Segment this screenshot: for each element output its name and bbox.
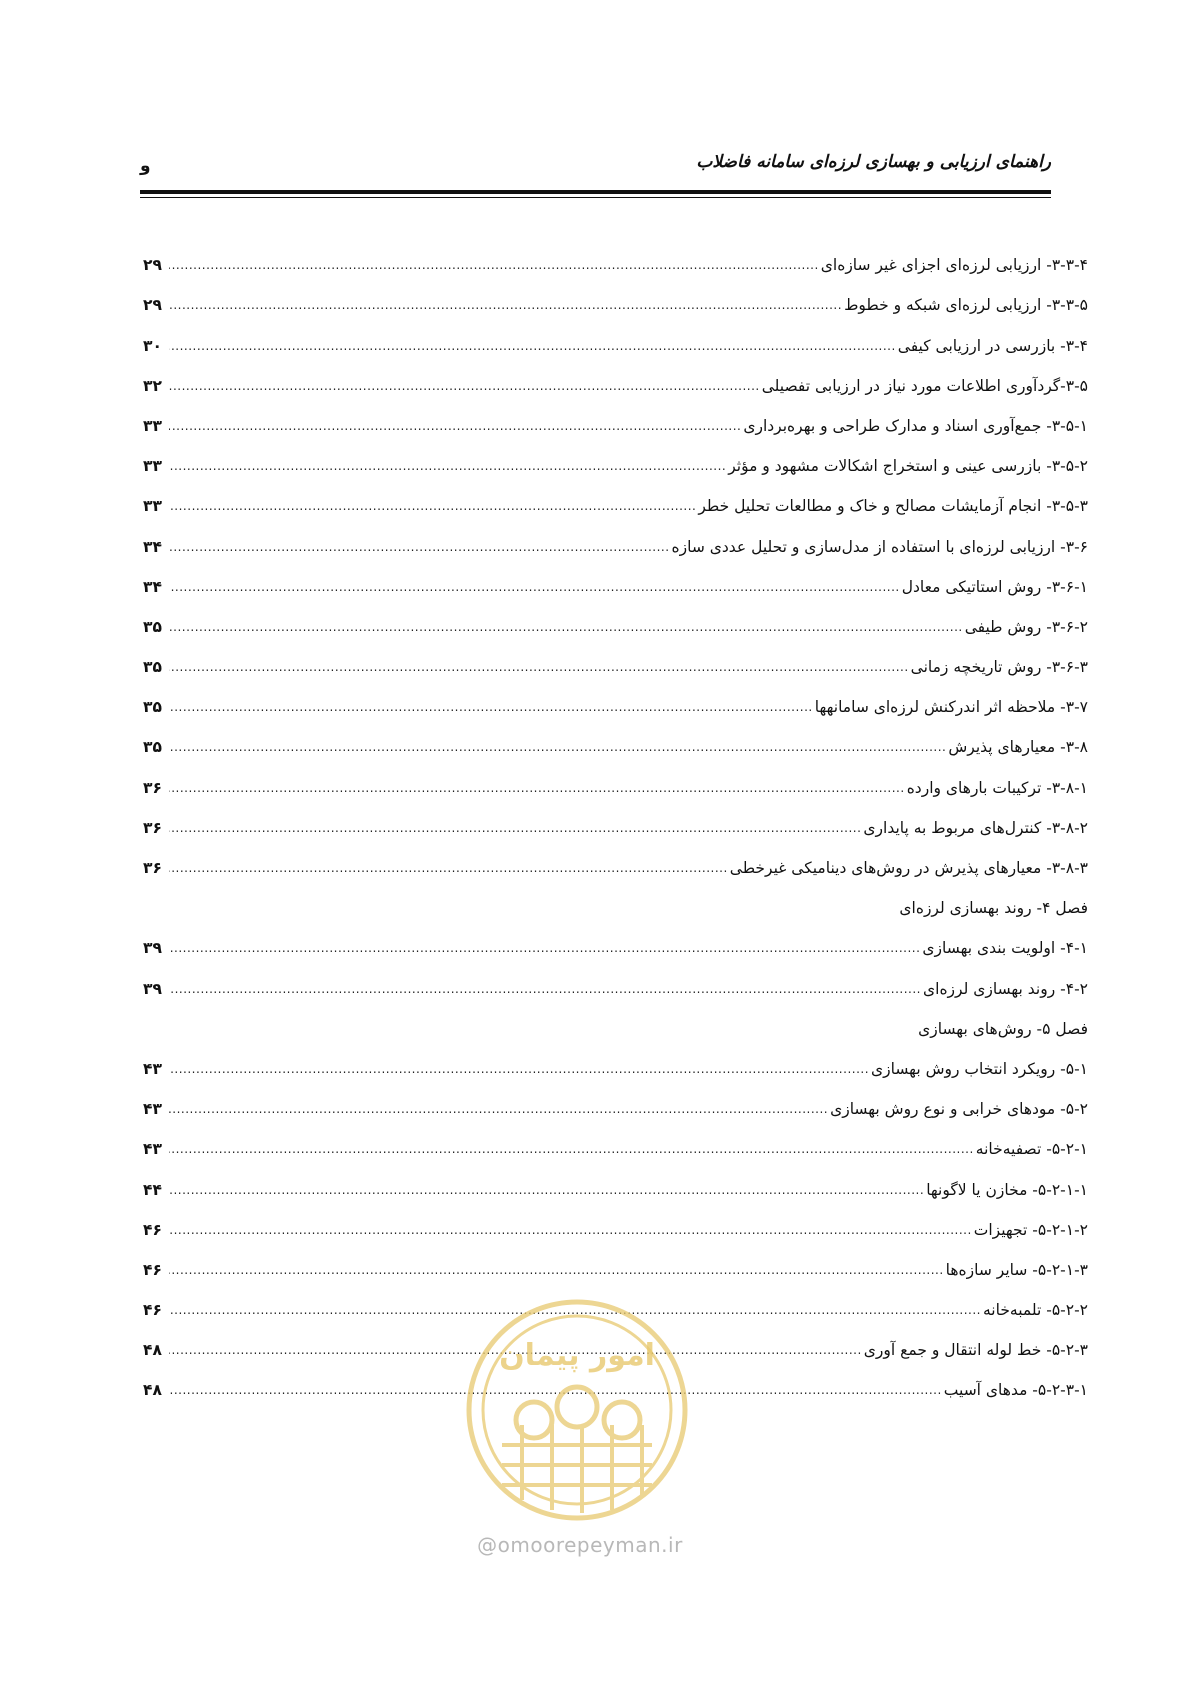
toc-dot-leader bbox=[169, 817, 861, 839]
toc-page-number: ۲۹ bbox=[143, 296, 162, 315]
toc-chapter-heading[interactable] bbox=[143, 879, 1088, 919]
toc-dot-leader bbox=[169, 1179, 924, 1201]
toc-page-number: ۴۶ bbox=[143, 1260, 162, 1279]
toc-entry-title: ۵-۲-۲- تلمبه‌خانه bbox=[982, 1301, 1088, 1320]
toc-entry-title: ۳-۵-۱- جمع‌آوری اسناد و مدارک طراحی و بهره‌برداری bbox=[743, 416, 1088, 435]
toc-entry-title: ۴-۲- روند بهسازی لرزه‌ای bbox=[923, 979, 1088, 998]
toc-entry[interactable] bbox=[143, 839, 1088, 879]
toc-entry-title: ۳-۸-۳- معیارهای پذیرش در روش‌های دینامیکی غیرخطی bbox=[729, 859, 1088, 877]
toc-chapter-heading[interactable] bbox=[143, 1000, 1088, 1040]
toc-page-number: ۳۳ bbox=[143, 497, 162, 516]
toc-entry[interactable] bbox=[143, 397, 1088, 437]
page-number: و bbox=[140, 156, 151, 176]
toc-dot-leader bbox=[169, 1259, 944, 1281]
watermark-seal-text: امور پیمان bbox=[499, 1338, 655, 1373]
toc-page-number: ۴۳ bbox=[143, 1100, 162, 1119]
toc-entry-title: ۳-۳-۵- ارزیابی لرزه‌ای شبکه و خطوط bbox=[844, 296, 1088, 315]
toc-page-number: ۳۳ bbox=[143, 457, 162, 476]
toc-page-number: ۴۸ bbox=[143, 1341, 162, 1360]
toc-dot-leader bbox=[169, 1138, 974, 1160]
toc-entry-title: ۳-۸- معیارهای پذیرش bbox=[948, 738, 1088, 757]
toc-entry-title: ۳-۵-گردآوری اطلاعات مورد نیاز در ارزیابی تفصیلی bbox=[761, 376, 1088, 395]
toc-page-number: ۴۴ bbox=[143, 1180, 162, 1199]
watermark-seal-icon bbox=[462, 1295, 692, 1525]
toc-dot-leader bbox=[169, 455, 726, 477]
toc-dot-leader bbox=[169, 335, 896, 357]
toc-entry-title: ۵-۲- مودهای خرابی و نوع روش بهسازی bbox=[830, 1100, 1088, 1119]
toc-entry[interactable] bbox=[143, 236, 1088, 276]
toc-entry[interactable] bbox=[143, 758, 1088, 798]
header-rule-thick bbox=[140, 190, 1051, 194]
toc-entry-title: ۳-۶-۲- روش طیفی bbox=[964, 617, 1088, 636]
toc-entry[interactable] bbox=[143, 1040, 1088, 1080]
toc-entry[interactable] bbox=[143, 316, 1088, 356]
toc-page-number: ۳۴ bbox=[143, 537, 162, 556]
toc-dot-leader bbox=[169, 777, 905, 799]
toc-entry-title: ۴-۱- اولویت بندی بهسازی bbox=[922, 939, 1088, 958]
toc-entry[interactable] bbox=[143, 1080, 1088, 1120]
toc-dot-leader bbox=[169, 696, 813, 718]
toc-entry[interactable] bbox=[143, 598, 1088, 638]
toc-dot-leader bbox=[169, 294, 842, 316]
toc-page-number: ۳۹ bbox=[143, 979, 162, 998]
toc-page-number: ۴۶ bbox=[143, 1220, 162, 1239]
toc-entry-title: ۳-۴- بازرسی در ارزیابی کیفی bbox=[897, 336, 1088, 355]
toc-entry[interactable] bbox=[143, 718, 1088, 758]
toc-dot-leader bbox=[169, 1098, 828, 1120]
toc-dot-leader bbox=[169, 1219, 972, 1241]
toc-dot-leader bbox=[169, 254, 819, 276]
toc-dot-leader bbox=[169, 978, 921, 1000]
toc-page-number: ۴۳ bbox=[143, 1059, 162, 1078]
toc-dot-leader bbox=[169, 375, 760, 397]
table-of-contents bbox=[143, 236, 1088, 1401]
toc-entry[interactable] bbox=[143, 1120, 1088, 1160]
toc-page-number: ۴۸ bbox=[143, 1381, 162, 1400]
toc-entry-title: ۵-۲-۱- تصفیه‌خانه bbox=[975, 1140, 1088, 1159]
toc-entry-title: ۳-۸-۱- ترکیبات بارهای وارده bbox=[906, 778, 1088, 797]
toc-entry-title: ۵-۲-۱-۱- مخازن یا لاگونها bbox=[926, 1180, 1088, 1199]
toc-entry-title: ۵-۲-۱-۲- تجهیزات bbox=[973, 1220, 1088, 1239]
toc-entry-title: ۵-۱- رویکرد انتخاب روش بهسازی bbox=[871, 1059, 1088, 1078]
toc-page-number: ۳۶ bbox=[143, 778, 162, 797]
toc-entry[interactable] bbox=[143, 1241, 1088, 1281]
toc-page-number: ۳۵ bbox=[143, 698, 162, 717]
toc-entry[interactable] bbox=[143, 437, 1088, 477]
page-header bbox=[140, 138, 1051, 188]
running-header-title: راهنمای ارزیابی و بهسازی لرزه‌ای سامانه فاضلاب bbox=[696, 152, 1051, 172]
header-rule-thin bbox=[140, 197, 1051, 198]
toc-page-number: ۲۹ bbox=[143, 256, 162, 275]
toc-dot-leader bbox=[169, 1058, 869, 1080]
toc-page-number: ۳۵ bbox=[143, 617, 162, 636]
toc-entry-title: ۳-۸-۲- کنترل‌های مربوط به پایداری bbox=[863, 818, 1088, 837]
toc-entry[interactable] bbox=[143, 1160, 1088, 1200]
toc-entry[interactable] bbox=[143, 638, 1088, 678]
toc-entry-title: فصل ۵- روش‌های بهسازی bbox=[918, 1019, 1088, 1038]
toc-entry-title: ۳-۳-۴- ارزیابی لرزه‌ای اجزای غیر سازه‌ای bbox=[820, 256, 1088, 275]
toc-dot-leader bbox=[169, 415, 741, 437]
toc-entry-title: ۵-۲-۱-۳- سایر سازه‌ها bbox=[945, 1260, 1088, 1279]
toc-entry[interactable] bbox=[143, 477, 1088, 517]
toc-entry[interactable] bbox=[143, 558, 1088, 598]
toc-page-number: ۳۵ bbox=[143, 738, 162, 757]
toc-dot-leader bbox=[169, 495, 696, 517]
toc-page-number: ۳۵ bbox=[143, 658, 162, 677]
toc-entry[interactable] bbox=[143, 1201, 1088, 1241]
toc-page-number: ۴۳ bbox=[143, 1140, 162, 1159]
toc-page-number: ۳۹ bbox=[143, 939, 162, 958]
toc-entry[interactable] bbox=[143, 276, 1088, 316]
toc-dot-leader bbox=[169, 857, 728, 879]
toc-entry-title: ۳-۶- ارزیابی لرزه‌ای با استفاده از مدل‌سازی و تحلیل عددی سازه bbox=[671, 537, 1088, 556]
toc-entry-title: فصل ۴- روند بهسازی لرزه‌ای bbox=[899, 899, 1088, 918]
toc-page-number: ۳۶ bbox=[143, 859, 162, 877]
toc-page-number: ۳۰ bbox=[143, 336, 162, 355]
toc-dot-leader bbox=[169, 576, 900, 598]
toc-dot-leader bbox=[169, 937, 920, 959]
toc-entry-title: ۳-۶-۳- روش تاریخچه زمانی bbox=[910, 658, 1088, 677]
toc-entry[interactable] bbox=[143, 799, 1088, 839]
toc-entry[interactable] bbox=[143, 959, 1088, 999]
toc-entry[interactable] bbox=[143, 678, 1088, 718]
toc-page-number: ۴۶ bbox=[143, 1301, 162, 1320]
toc-page-number: ۳۳ bbox=[143, 416, 162, 435]
watermark-url-text: omoorepeyman.ir bbox=[497, 1533, 683, 1557]
toc-page-number: ۳۶ bbox=[143, 818, 162, 837]
toc-entry-title: ۳-۶-۱- روش استاتیکی معادل bbox=[901, 577, 1088, 596]
toc-entry-title: ۵-۲-۳- خط لوله انتقال و جمع آوری bbox=[863, 1341, 1088, 1360]
toc-page-number: ۳۴ bbox=[143, 577, 162, 596]
watermark-url: @omoorepeyman.ir bbox=[477, 1533, 683, 1557]
toc-entry[interactable] bbox=[143, 919, 1088, 959]
toc-dot-leader bbox=[169, 736, 946, 758]
toc-entry-title: ۳-۵-۳- انجام آزمایشات مصالح و خاک و مطالعات تحلیل خطر bbox=[698, 497, 1088, 516]
toc-entry-title: ۳-۵-۲- بازرسی عینی و استخراج اشکالات مشهود و مؤثر bbox=[728, 457, 1088, 476]
toc-entry[interactable] bbox=[143, 357, 1088, 397]
toc-dot-leader bbox=[169, 536, 670, 558]
toc-dot-leader bbox=[169, 616, 963, 638]
toc-entry-title: ۵-۲-۳-۱- مدهای آسیب bbox=[943, 1381, 1088, 1400]
toc-entry[interactable] bbox=[143, 517, 1088, 557]
toc-entry-title: ۳-۷- ملاحظه اثر اندرکنش لرزه‌ای سامانهها bbox=[814, 698, 1088, 717]
toc-page-number: ۳۲ bbox=[143, 376, 162, 395]
toc-dot-leader bbox=[169, 656, 909, 678]
